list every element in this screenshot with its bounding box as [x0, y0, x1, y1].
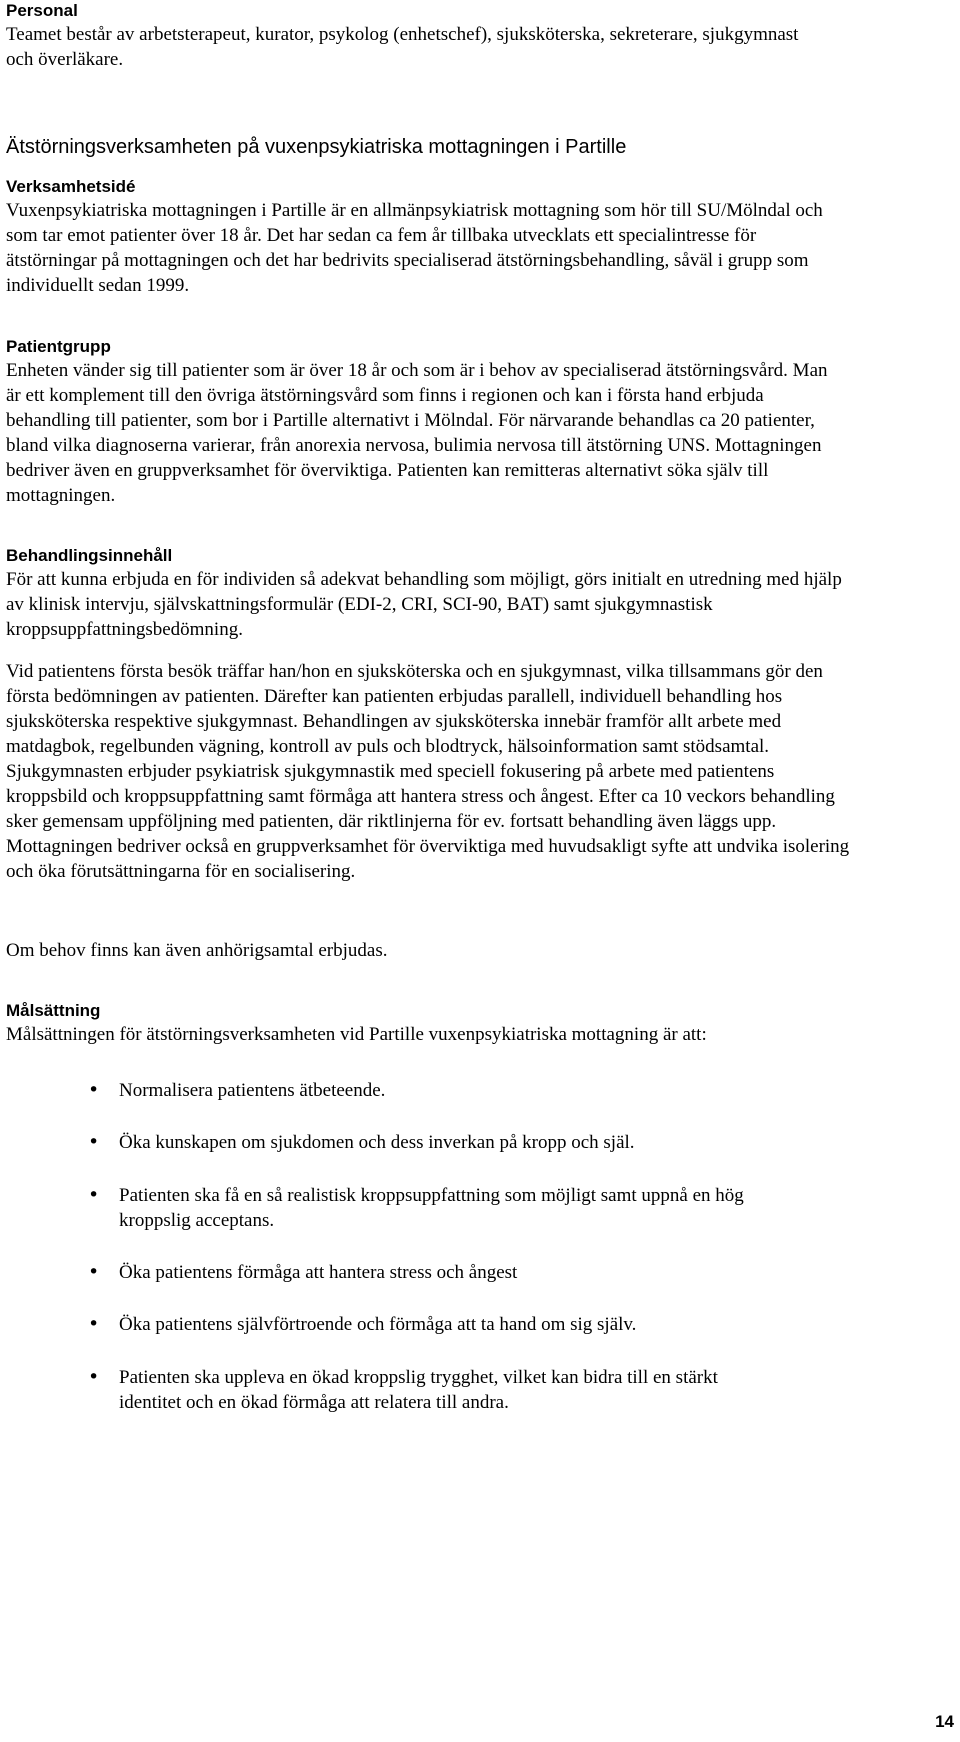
bullet-icon: •: [88, 1261, 100, 1283]
goal-text: Öka patientens förmåga att hantera stress och ångest: [119, 1262, 518, 1283]
bullet-icon: •: [88, 1184, 100, 1206]
goal-text: Öka patientens självförtroende och förmåga att ta hand om sig själv.: [119, 1314, 637, 1335]
behandling-p2-block: [6, 659, 956, 884]
verksamhet-text: Vuxenpsykiatriska mottagningen i Partille är en allmänpsykiatrisk mottagning som hör till SU/Mölndal och som tar emot patienter över 18 år. Det har sedan ca fem år tillbaka utvecklats ett specialintresse för ätstörningar på mottagningen och det har bedrivits specialiserad ätstörningsbehandling, såväl i grupp som individuellt sedan 1999.: [6, 200, 823, 296]
personal-text: Teamet består av arbetsterapeut, kurator, psykolog (enhetschef), sjuksköterska, sekreterare, sjukgymnast och överläkare.: [6, 24, 799, 70]
bullet-icon: •: [88, 1131, 100, 1153]
bullet-icon: •: [88, 1079, 100, 1101]
behandling-p1: För att kunna erbjuda en för individen så adekvat behandling som möjligt, görs initialt en utredning med hjälp av klinisk intervju, självskattningsformulär (EDI-2, CRI, SCI-90, BAT) samt sjukgymnastisk kroppsuppfattningsbedömning.: [6, 569, 842, 640]
bullet-icon: •: [88, 1313, 100, 1335]
goal-text: Normalisera patientens ätbeteende.: [119, 1080, 386, 1101]
goal-text: Patienten ska få en så realistisk kroppsuppfattning som möjligt samt uppnå en hög kroppslig acceptans.: [119, 1185, 744, 1231]
behandling-p3: Om behov finns kan även anhörigsamtal erbjudas.: [6, 940, 388, 961]
patientgrupp-heading: Patientgrupp: [6, 337, 111, 356]
section-title: Ätstörningsverksamheten på vuxenpsykiatriska mottagningen i Partille: [6, 136, 627, 158]
behandling-section: [6, 545, 956, 642]
malsattning-heading: Målsättning: [6, 1001, 101, 1020]
bullet-icon: •: [88, 1366, 100, 1388]
goal-text: Patienten ska uppleva en ökad kroppslig trygghet, vilket kan bidra till en stärkt identitet och en ökad förmåga att relatera till andra.: [119, 1367, 718, 1413]
verksamhet-section: [6, 176, 956, 298]
patientgrupp-text: Enheten vänder sig till patienter som är över 18 år och som är i behov av specialiserad ätstörningsvård. Man är ett komplement till den övriga ätstörningsvård som finns i regionen och kan i första hand erbjuda behandling till patienter, som bor i Partille alternativt i Mölndal. För närvarande behandlas ca 20 patienter, bland vilka diagnoserna varierar, från anorexia nervosa, bulimia nervosa till ätstörning UNS. Mottagningen bedriver även en gruppverksamhet för överviktiga. Patienten kan remitteras alternativt söka själv till mottagningen.: [6, 360, 828, 506]
behandling-p3-block: [6, 938, 956, 963]
malsattning-intro: Målsättningen för ätstörningsverksamheten vid Partille vuxenpsykiatriska mottagning är att:: [6, 1024, 707, 1045]
behandling-p2: Vid patientens första besök träffar han/hon en sjuksköterska och en sjukgymnast, vilka tillsammans gör den första bedömningen av patienten. Därefter kan patienten erbjudas parallell, individuell behandling hos sjuksköterska respektive sjukgymnast. Behandlingen av sjuksköterska innebär framför allt arbete med matdagbok, regelbunden vägning, kontroll av puls och blodtryck, hälsoinformation samt stödsamtal. Sjukgymnasten erbjuder psykiatrisk sjukgymnastik med speciell fokusering på arbete med patientens kroppsbild och kroppsuppfattning samt förmåga att hantera stress och ångest. Efter ca 10 veckors behandling sker gemensam uppföljning med patienten, där riktlinjerna för ev. fortsatt behandling även läggs upp. Mottagningen bedriver också en gruppverksamhet för överviktiga med huvudsakligt syfte att undvika isolering och öka förutsättningarna för en socialisering.: [6, 661, 850, 882]
goal-text: Öka kunskapen om sjukdomen och dess inverkan på kropp och själ.: [119, 1132, 635, 1153]
behandling-heading: Behandlingsinnehåll: [6, 546, 173, 565]
page-number: 14: [935, 1712, 954, 1731]
personal-heading: Personal: [6, 1, 78, 20]
patientgrupp-section: [6, 336, 956, 508]
personal-section: [6, 0, 956, 72]
malsattning-section: [6, 1000, 956, 1047]
verksamhet-heading: Verksamhetsidé: [6, 177, 136, 196]
